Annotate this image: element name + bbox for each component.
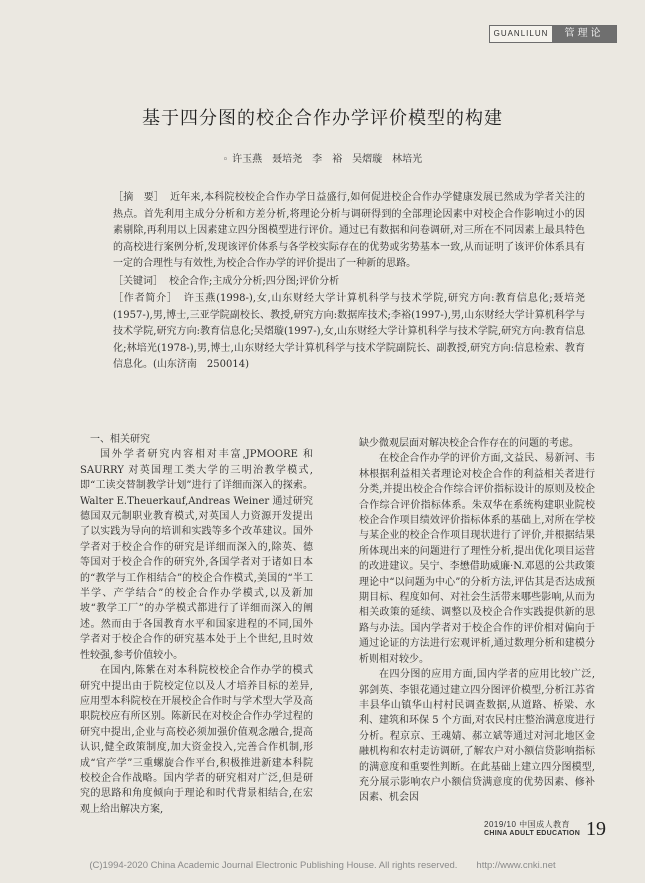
section-label-cn: 管理论: [552, 26, 616, 42]
keywords-text: 校企合作;主成分分析;四分图;评价分析: [169, 275, 340, 287]
section-label-en: GUANLILUN: [490, 26, 552, 42]
keywords-paragraph: [113, 274, 585, 291]
abstract-text: 近年来,本科院校校企合作办学日益盛行,如何促进校企合作办学健康发展已然成为学者关注的热点。首先利用主成分分析和方差分析,将理论分析与调研得到的全部理论因素中对校企合作影响过小的因素剔除,再利用以上因素建立四分图模型进行评价。通过已有数据和问卷调研,对三所在不同因素上最具特色的高校进行案例分析,发现该评价体系与各学校实际存在的优势或劣势基本一致,从而证明了该评价体系具有一定的合理性与有效性,为校企合作办学的评价提出了一种新的思路。: [113, 192, 586, 269]
body-paragraph: 在国内,陈紫在对本科院校校企合作办学的模式研究中提出由于院校定位以及人才培养目标的差异,应用型本科院校在开展校企合作时与学术型大学及高职院校应有所区别。陈新民在对校企合作办学过程的研究中提出,企业与高校必须加强价值观念融合,提高认识,健全政策制度,加大资金投入,完善合作机制,形成“官产学”三重螺旋合作平台,积极推进新建本科院校校企合作战略。国内学者的研究相对广泛,但是研究的思路和角度倾向于理论和时代背景相结合,在宏观上给出解决方案,: [80, 665, 313, 815]
author-bio-paragraph: [113, 291, 585, 374]
keywords-tag: ［关键词］: [113, 275, 163, 287]
bullet-icon: ◦: [222, 155, 229, 165]
abstract-block: [113, 190, 585, 375]
author-bio-text: 许玉燕(1998-),女,山东财经大学计算机科学与技术学院,研究方向:教育信息化;聂培尧(1957-),男,博士,三亚学院副校长、教授,研究方向:数据库技术;李裕(1997-),男,山东财经大学计算机科学与技术学院,研究方向:教育信息化;吴熠璇(1997-),女,山东财经大学计算机科学与技术学院,研究方向:教育信息化;林培光(1978-),男,博士,山东财经大学计算机科学与技术学院副院长、副教授,研究方向:信息检索、教育信息化。(山东济南 250014): [113, 293, 586, 370]
body-paragraph: 在校企合作办学的评价方面,文益民、易新河、韦林根据利益相关者理论对校企合作的利益相关者进行分类,并提出校企合作综合评价指标设计的原则及校企合作综合评价指标体系。朱双华在系统构建职业院校校企合作项目绩效评价指标体系的基础上,对所在学校与某企业的校企合作项目现状进行了评价,并根据结果所体现出来的问题进行了理性分析,提出优化项目运营的改进建议。吴宁、李懋借助威廉·N.邓恩的公共政策理论中“以问题为中心”的分析方法,评估其是否达成预期目标、程度如何、对社会生活带来哪些影响,从而为相关政策的延续、调整以及校企合作实践提供新的思路与办法。国内学者对于校企合作的评价相对偏向于通过论证的方法进行宏观评析,通过数理分析和建模分析则相对较少。: [359, 453, 595, 665]
body-paragraph: 在四分图的应用方面,国内学者的应用比较广泛,郭剑英、李银花通过建立四分图评价模型,分析江苏省丰县华山镇华山村村民调查数据,从道路、桥梁、水利、建筑和环保 5 个方面,对农民村庄整治满意度进行分析。程京京、王魂婧、郝立斌等通过对河北地区金融机构和农村走访调研,了解农户对小额信贷影响指标的满意度和重要性判断。在此基础上建立四分图模型,充分展示影响农户小额信贷满意度的优势因素、修补因素、机会因: [359, 669, 595, 804]
abstract-paragraph: [113, 190, 585, 273]
section-heading: 一、相关研究: [90, 434, 150, 445]
body-paragraph: 国外学者研究内容相对丰富,JPMOORE 和 SAURRY 对英国理工类大学的三明治教学模式,即“工读交替制教学计划”进行了详细而深入的探索。Walter E.Theuerkauf,Andreas Weiner 通过研究德国双元制职业教育模式,对英国人力资源开发提出了以实践为导向的培训和实践等多个改革建议。国外学者对于校企合作的研究是详细而深入的,除英、德等国对于校企合作的研究外,各国学者对于诸如日本的“教学与工作相结合”的校企合作模式,美国的“半工半学、产学结合”的校企合作办学模式,以及新加坡“教学工厂”的办学模式都进行了详细而深入的阐述。然而由于各国教育水平和国家进程的不同,国外学者对于校企合作的研究基本处于上个世纪,且时效性较强,参考价值较小。: [80, 449, 313, 661]
journal-footer: [484, 819, 580, 837]
journal-name-en: CHINA ADULT EDUCATION: [484, 830, 581, 837]
abstract-tag: ［摘 要］: [113, 192, 165, 203]
author-line: [0, 150, 645, 165]
journal-name-cn: 2019/10 中国成人教育: [484, 820, 571, 829]
body-column-left: [80, 432, 313, 817]
copyright-notice: (C)1994-2020 China Academic Journal Electronic Publishing House. All rights reserved. http://www.cnki.net: [89, 860, 556, 871]
authors-text: 许玉燕 聂培尧 李 裕 吴熠璇 林培光: [232, 154, 423, 165]
author-bio-tag: ［作者简介］: [113, 293, 178, 304]
article-title: 基于四分图的校企合作办学评价模型的构建: [142, 108, 503, 129]
journal-section-badge: [489, 25, 617, 43]
body-paragraph-continued: 缺少微观层面对解决校企合作存在的问题的考虑。: [359, 438, 579, 449]
body-column-right: [359, 436, 595, 806]
page-number: 19: [586, 818, 606, 840]
